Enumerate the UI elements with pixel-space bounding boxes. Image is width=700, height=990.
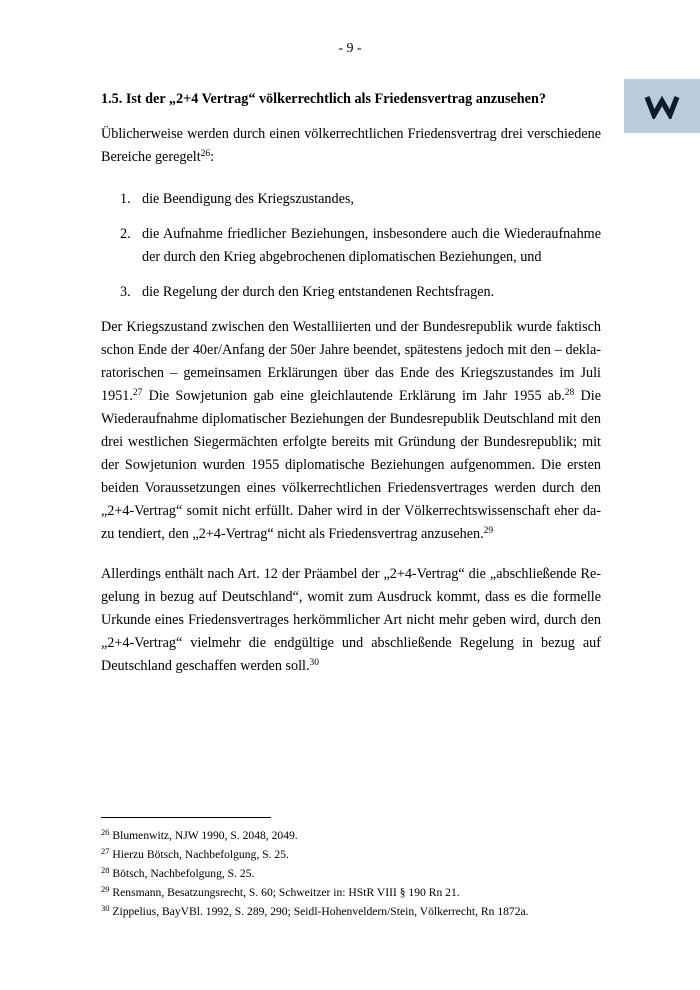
- footnote-ref: 28: [564, 388, 575, 398]
- footnote-ref: 29: [483, 526, 494, 536]
- list-item-text: die Aufnahme friedlicher Beziehungen, insbesondere auch die Wiederaufnahme der durch den Krieg abgebrochenen diplomatischen Beziehungen, und: [142, 226, 601, 265]
- footnote-number: 27: [101, 846, 110, 856]
- list-item-number: 3.: [120, 284, 131, 300]
- footnote-number: 30: [101, 903, 110, 913]
- footnote-divider: [101, 817, 271, 818]
- paragraph-text: Die Wiederaufnahme diplomatischer Beziehungen der Bundesrepublik Deutschland mit den drei westlichen Siegermächten erfolgte bereits mit Gründung der Bundesrepublik; mit der Sowjetunion wurden 1955 diplomatische Beziehungen aufgenommen. Die ersten beiden Voraussetzungen eines völkerrechtlichen Friedensvertrages werden durch den „2+4-Vertrag“ somit nicht erfüllt. Daher wird in der Völkerrechtswissenschaft eher dazu tendiert, den „2+4-Vertrag“ nicht als Friedensvertrag anzusehen.: [101, 388, 601, 542]
- footnote: [101, 864, 621, 883]
- paragraph-preamble: [101, 563, 601, 678]
- paragraph-war-state: [101, 316, 601, 546]
- logo-w-icon: [644, 93, 680, 119]
- intro-tail: :: [210, 149, 215, 165]
- footnote-number: 29: [101, 884, 110, 894]
- footnote: [101, 902, 621, 921]
- footnote-ref: 30: [309, 658, 320, 668]
- footnote-text: Rensmann, Besatzungsrecht, S. 60; Schweitzer in: HStR VIII § 190 Rn 21.: [109, 886, 460, 899]
- list-item-number: 1.: [120, 191, 131, 207]
- footnote-text: Blumenwitz, NJW 1990, S. 2048, 2049.: [109, 829, 298, 842]
- intro-text: Üblicherweise werden durch einen völkerrechtlichen Friedensvertrag drei verschiedene Bereiche geregelt: [101, 126, 601, 165]
- paragraph-text: Der Kriegszustand zwischen den Westalliierten und der Bundesrepublik wurde faktisch schon Ende der 40er/Anfang der 50er Jahre beendet, spätestens jedoch mit den – deklaratorischen – gemeinsamen Erklärungen über das Ende des Kriegszustandes im Juli 1951.: [101, 319, 601, 404]
- list-item-text: die Beendigung des Kriegszustandes,: [142, 191, 354, 207]
- main-content: [101, 88, 601, 678]
- page-number: - 9 -: [338, 41, 362, 56]
- footnote-ref: 26: [200, 149, 211, 159]
- list-item: [101, 188, 601, 211]
- footnote: [101, 883, 621, 902]
- footnote-text: Hierzu Bötsch, Nachbefolgung, S. 25.: [109, 848, 289, 861]
- list-item-number: 2.: [120, 226, 131, 242]
- footnote-number: 26: [101, 827, 110, 837]
- list-item-text: die Regelung der durch den Krieg entstandenen Rechtsfragen.: [142, 284, 495, 300]
- paragraph-text: Die Sowjetunion gab eine gleichlautende Erklärung im Jahr 1955 ab.: [142, 388, 565, 404]
- list-item: [101, 223, 601, 269]
- section-heading: 1.5. Ist der „2+4 Vertrag“ völkerrechtlich als Friedensvertrag anzusehen?: [101, 91, 546, 107]
- footnotes: [101, 826, 621, 921]
- footnote-ref: 27: [132, 388, 143, 398]
- logo: [624, 79, 700, 133]
- conditions-list: [101, 188, 601, 304]
- intro-paragraph: [101, 123, 601, 169]
- footnote-text: Zippelius, BayVBl. 1992, S. 289, 290; Seidl-Hohenveldern/Stein, Völkerrecht, Rn 1872a.: [109, 905, 529, 918]
- list-item: [101, 281, 601, 304]
- footnote: [101, 826, 621, 845]
- footnote-text: Bötsch, Nachbefolgung, S. 25.: [109, 867, 255, 880]
- paragraph-text: Allerdings enthält nach Art. 12 der Präambel der „2+4-Vertrag“ die „abschließende Regelung in bezug auf Deutschland“, womit zum Ausdruck kommt, dass es die formelle Urkunde eines Friedensvertrages herkömmlicher Art nicht mehr geben wird, durch den „2+4-Vertrag“ vielmehr die endgültige und abschließende Regelung in bezug auf Deutschland geschaffen werden soll.: [101, 566, 601, 674]
- footnote: [101, 845, 621, 864]
- footnote-number: 28: [101, 865, 110, 875]
